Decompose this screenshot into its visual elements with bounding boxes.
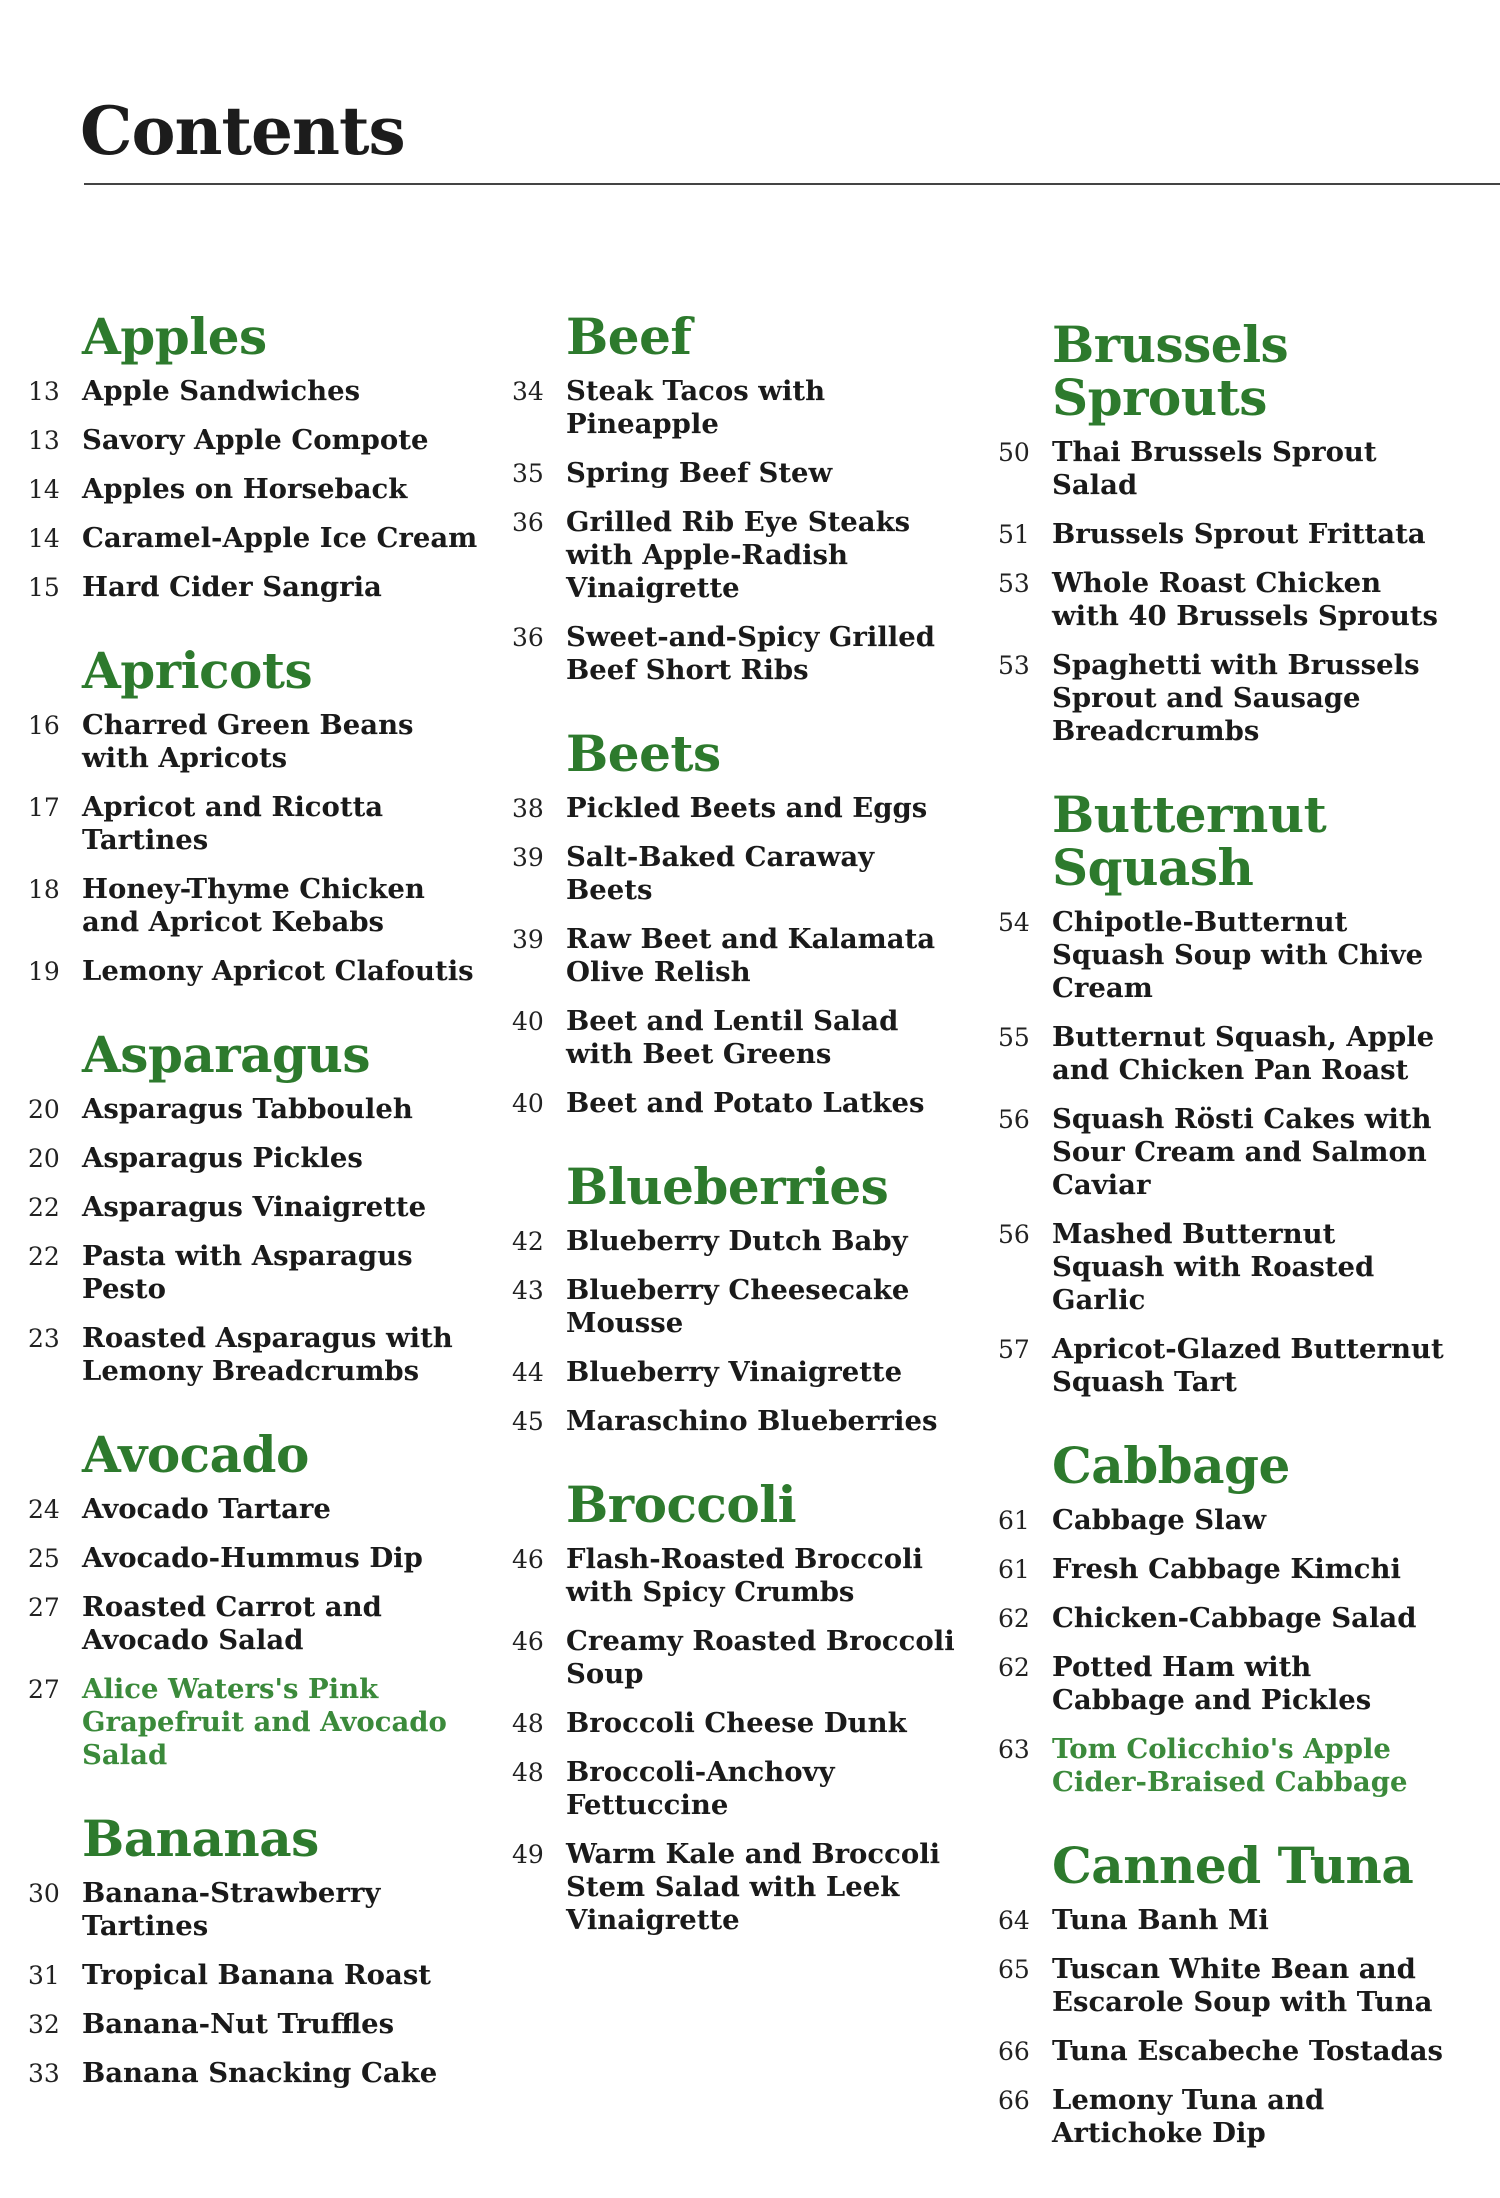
toc-entry[interactable] xyxy=(998,1021,1448,1087)
recipe-title: Lemony Tuna and Artichoke Dip xyxy=(1052,2084,1325,2149)
recipe-title: Raw Beet and Kalamata Olive Relish xyxy=(566,923,936,988)
toc-entry[interactable] xyxy=(28,473,478,506)
toc-entry[interactable] xyxy=(512,792,962,825)
section-heading: Blueberries xyxy=(566,1157,889,1216)
toc-entry[interactable] xyxy=(998,567,1448,633)
page-title: Contents xyxy=(80,92,405,170)
section-heading: Beets xyxy=(566,724,721,783)
toc-entry[interactable] xyxy=(512,923,962,989)
page-number: 45 xyxy=(512,1407,544,1436)
section-heading: Beef xyxy=(566,307,692,366)
toc-entry[interactable] xyxy=(512,1756,962,1822)
page-number: 34 xyxy=(512,377,544,406)
page-number: 62 xyxy=(998,1653,1030,1682)
page-number: 46 xyxy=(512,1545,544,1574)
recipe-title: Cabbage Slaw xyxy=(1052,1504,1267,1536)
page-number: 40 xyxy=(512,1007,544,1036)
toc-entry[interactable] xyxy=(998,1651,1448,1717)
recipe-title: Honey-Thyme Chicken and Apricot Kebabs xyxy=(82,873,425,938)
toc-entry[interactable] xyxy=(512,1405,962,1438)
page-number: 13 xyxy=(28,377,60,406)
toc-section xyxy=(998,315,1448,748)
recipe-title: Asparagus Vinaigrette xyxy=(82,1191,427,1223)
section-heading: Apricots xyxy=(82,641,313,700)
toc-entry[interactable] xyxy=(998,1733,1448,1799)
toc-entry[interactable] xyxy=(512,1087,962,1120)
page-number: 61 xyxy=(998,1506,1030,1535)
recipe-title: Pasta with Asparagus Pesto xyxy=(82,1240,413,1305)
page-number: 38 xyxy=(512,794,544,823)
page-number: 65 xyxy=(998,1955,1030,1984)
page-number: 48 xyxy=(512,1758,544,1787)
toc-entry[interactable] xyxy=(512,1274,962,1340)
recipe-title: Alice Waters's Pink Grapefruit and Avocado Salad xyxy=(82,1673,447,1771)
recipe-title: Banana Snacking Cake xyxy=(82,2057,438,2089)
recipe-title: Apricot-Glazed Butternut Squash Tart xyxy=(1052,1333,1444,1398)
recipe-title: Chicken-Cabbage Salad xyxy=(1052,1602,1417,1634)
page-number: 61 xyxy=(998,1555,1030,1584)
recipe-title: Banana-Nut Truffles xyxy=(82,2008,395,2040)
recipe-title: Roasted Asparagus with Lemony Breadcrumbs xyxy=(82,1322,453,1387)
recipe-title: Apple Sandwiches xyxy=(82,375,361,407)
page-number: 44 xyxy=(512,1358,544,1387)
toc-entry[interactable] xyxy=(28,1322,478,1388)
page-number: 13 xyxy=(28,426,60,455)
recipe-title: Asparagus Pickles xyxy=(82,1142,363,1174)
page-number: 39 xyxy=(512,843,544,872)
page-number: 14 xyxy=(28,475,60,504)
toc-entry[interactable] xyxy=(512,1543,962,1609)
toc-entry[interactable] xyxy=(28,522,478,555)
page-number: 22 xyxy=(28,1193,60,1222)
toc-entry[interactable] xyxy=(28,709,478,775)
page-number: 19 xyxy=(28,957,60,986)
recipe-title: Butternut Squash, Apple and Chicken Pan Roast xyxy=(1052,1021,1435,1086)
toc-entry[interactable] xyxy=(28,873,478,939)
recipe-title: Spring Beef Stew xyxy=(566,457,833,489)
toc-entry[interactable] xyxy=(28,1673,478,1772)
recipe-title: Blueberry Cheesecake Mousse xyxy=(566,1274,910,1339)
toc-entry[interactable] xyxy=(512,1838,962,1937)
toc-entry[interactable] xyxy=(998,906,1448,1005)
page-number: 20 xyxy=(28,1144,60,1173)
toc-section xyxy=(28,307,478,604)
recipe-title: Tom Colicchio's Apple Cider-Braised Cabbage xyxy=(1052,1733,1408,1798)
section-heading: Butternut Squash xyxy=(1052,785,1327,897)
recipe-title: Asparagus Tabbouleh xyxy=(82,1093,413,1125)
toc-section xyxy=(512,1475,962,1937)
page-number: 30 xyxy=(28,1879,60,1908)
toc-section xyxy=(28,1425,478,1772)
page-number: 64 xyxy=(998,1906,1030,1935)
recipe-title: Charred Green Beans with Apricots xyxy=(82,709,414,774)
page-number: 35 xyxy=(512,459,544,488)
recipe-title: Roasted Carrot and Avocado Salad xyxy=(82,1591,382,1656)
page-number: 24 xyxy=(28,1495,60,1524)
recipe-title: Sweet-and-Spicy Grilled Beef Short Ribs xyxy=(566,621,935,686)
recipe-title: Blueberry Vinaigrette xyxy=(566,1356,903,1388)
page-number: 27 xyxy=(28,1675,60,1704)
toc-entry[interactable] xyxy=(998,2035,1448,2068)
recipe-title: Steak Tacos with Pineapple xyxy=(566,375,826,440)
toc-entry[interactable] xyxy=(28,1959,478,1992)
toc-section xyxy=(512,724,962,1120)
toc-entry[interactable] xyxy=(998,1953,1448,2019)
recipe-title: Fresh Cabbage Kimchi xyxy=(1052,1553,1401,1585)
page-number: 56 xyxy=(998,1105,1030,1134)
toc-entry[interactable] xyxy=(512,1707,962,1740)
toc-entry[interactable] xyxy=(28,1591,478,1657)
recipe-title: Squash Rösti Cakes with Sour Cream and Salmon Caviar xyxy=(1052,1103,1432,1201)
toc-entry[interactable] xyxy=(28,1542,478,1575)
toc-entry[interactable] xyxy=(998,1218,1448,1317)
recipe-title: Banana-Strawberry Tartines xyxy=(82,1877,381,1942)
toc-entry[interactable] xyxy=(28,2008,478,2041)
recipe-title: Mashed Butternut Squash with Roasted Garlic xyxy=(1052,1218,1375,1316)
toc-entry[interactable] xyxy=(28,375,478,408)
toc-entry[interactable] xyxy=(512,1625,962,1691)
page-number: 27 xyxy=(28,1593,60,1622)
toc-column-1 xyxy=(28,307,478,2130)
page-number: 55 xyxy=(998,1023,1030,1052)
page-number: 53 xyxy=(998,651,1030,680)
toc-entry[interactable] xyxy=(28,1191,478,1224)
page-number: 50 xyxy=(998,438,1030,467)
page-number: 36 xyxy=(512,623,544,652)
page-number: 16 xyxy=(28,711,60,740)
recipe-title: Lemony Apricot Clafoutis xyxy=(82,955,474,987)
page-number: 40 xyxy=(512,1089,544,1118)
page-number: 53 xyxy=(998,569,1030,598)
recipe-title: Pickled Beets and Eggs xyxy=(566,792,928,824)
recipe-title: Tuna Escabeche Tostadas xyxy=(1052,2035,1444,2067)
recipe-title: Avocado Tartare xyxy=(82,1493,331,1525)
toc-section xyxy=(998,1436,1448,1799)
toc-entry[interactable] xyxy=(512,841,962,907)
page-number: 62 xyxy=(998,1604,1030,1633)
page-number: 20 xyxy=(28,1095,60,1124)
recipe-title: Chipotle-Butternut Squash Soup with Chive Cream xyxy=(1052,906,1424,1004)
toc-entry[interactable] xyxy=(998,1504,1448,1537)
page-number: 54 xyxy=(998,908,1030,937)
toc-section xyxy=(512,307,962,687)
page-number: 43 xyxy=(512,1276,544,1305)
toc-entry[interactable] xyxy=(998,1333,1448,1399)
page-number: 32 xyxy=(28,2010,60,2039)
page-number: 48 xyxy=(512,1709,544,1738)
toc-entry[interactable] xyxy=(998,436,1448,502)
recipe-title: Tuscan White Bean and Escarole Soup with Tuna xyxy=(1052,1953,1433,2018)
recipe-title: Tuna Banh Mi xyxy=(1052,1904,1269,1936)
toc-column-2 xyxy=(512,307,962,1977)
recipe-title: Tropical Banana Roast xyxy=(82,1959,432,1991)
toc-entry[interactable] xyxy=(28,424,478,457)
section-heading: Bananas xyxy=(82,1809,319,1868)
page-number: 66 xyxy=(998,2037,1030,2066)
toc-entry[interactable] xyxy=(28,2057,478,2090)
toc-section xyxy=(998,1836,1448,2150)
toc-entry[interactable] xyxy=(28,571,478,604)
page-number: 25 xyxy=(28,1544,60,1573)
recipe-title: Apricot and Ricotta Tartines xyxy=(82,791,384,856)
page-number: 49 xyxy=(512,1840,544,1869)
toc-section xyxy=(998,785,1448,1399)
recipe-title: Whole Roast Chicken with 40 Brussels Sprouts xyxy=(1052,567,1439,632)
recipe-title: Spaghetti with Brussels Sprout and Sausage Breadcrumbs xyxy=(1052,649,1420,747)
page-number: 31 xyxy=(28,1961,60,1990)
toc-entry[interactable] xyxy=(512,457,962,490)
toc-entry[interactable] xyxy=(998,1553,1448,1586)
section-heading: Brussels Sprouts xyxy=(1052,315,1289,427)
toc-section xyxy=(28,641,478,988)
page-number: 14 xyxy=(28,524,60,553)
page-number: 17 xyxy=(28,793,60,822)
recipe-title: Grilled Rib Eye Steaks with Apple-Radish Vinaigrette xyxy=(566,506,911,604)
toc-entry[interactable] xyxy=(998,2084,1448,2150)
page-number: 63 xyxy=(998,1735,1030,1764)
toc-entry[interactable] xyxy=(998,649,1448,748)
recipe-title: Beet and Lentil Salad with Beet Greens xyxy=(566,1005,899,1070)
toc-entry[interactable] xyxy=(998,1904,1448,1937)
page-number: 39 xyxy=(512,925,544,954)
toc-entry[interactable] xyxy=(28,791,478,857)
section-heading: Canned Tuna xyxy=(1052,1836,1414,1895)
recipe-title: Blueberry Dutch Baby xyxy=(566,1225,908,1257)
recipe-title: Warm Kale and Broccoli Stem Salad with Leek Vinaigrette xyxy=(566,1838,941,1936)
page-number: 22 xyxy=(28,1242,60,1271)
toc-entry[interactable] xyxy=(998,1602,1448,1635)
recipe-title: Salt-Baked Caraway Beets xyxy=(566,841,875,906)
page-number: 57 xyxy=(998,1335,1030,1364)
toc-entry[interactable] xyxy=(512,375,962,441)
toc-entry[interactable] xyxy=(512,621,962,687)
page-number: 56 xyxy=(998,1220,1030,1249)
toc-entry[interactable] xyxy=(28,955,478,988)
recipe-title: Savory Apple Compote xyxy=(82,424,429,456)
recipe-title: Thai Brussels Sprout Salad xyxy=(1052,436,1377,501)
toc-section xyxy=(28,1025,478,1388)
recipe-title: Maraschino Blueberries xyxy=(566,1405,938,1437)
section-heading: Broccoli xyxy=(566,1475,797,1534)
toc-section xyxy=(28,1809,478,2090)
toc-entry[interactable] xyxy=(512,1356,962,1389)
toc-entry[interactable] xyxy=(28,1240,478,1306)
page-number: 15 xyxy=(28,573,60,602)
toc-entry[interactable] xyxy=(512,1225,962,1258)
section-heading: Asparagus xyxy=(82,1025,371,1084)
toc-entry[interactable] xyxy=(998,518,1448,551)
toc-column-3 xyxy=(998,315,1448,2190)
section-heading: Cabbage xyxy=(1052,1436,1290,1495)
recipe-title: Potted Ham with Cabbage and Pickles xyxy=(1052,1651,1372,1716)
section-heading: Apples xyxy=(82,307,267,366)
toc-entry[interactable] xyxy=(28,1877,478,1943)
recipe-title: Hard Cider Sangria xyxy=(82,571,382,603)
recipe-title: Avocado-Hummus Dip xyxy=(82,1542,423,1574)
toc-entry[interactable] xyxy=(28,1493,478,1526)
recipe-title: Beet and Potato Latkes xyxy=(566,1087,925,1119)
recipe-title: Brussels Sprout Frittata xyxy=(1052,518,1426,550)
recipe-title: Broccoli-Anchovy Fettuccine xyxy=(566,1756,835,1821)
toc-section xyxy=(512,1157,962,1438)
toc-entry[interactable] xyxy=(28,1142,478,1175)
toc-entry[interactable] xyxy=(512,1005,962,1071)
recipe-title: Creamy Roasted Broccoli Soup xyxy=(566,1625,955,1690)
page-number: 46 xyxy=(512,1627,544,1656)
page-number: 23 xyxy=(28,1324,60,1353)
page-number: 33 xyxy=(28,2059,60,2088)
section-heading: Avocado xyxy=(82,1425,309,1484)
page-number: 66 xyxy=(998,2086,1030,2115)
page-number: 36 xyxy=(512,508,544,537)
title-divider xyxy=(84,183,1500,185)
recipe-title: Flash-Roasted Broccoli with Spicy Crumbs xyxy=(566,1543,923,1608)
recipe-title: Caramel-Apple Ice Cream xyxy=(82,522,478,554)
page-number: 42 xyxy=(512,1227,544,1256)
recipe-title: Apples on Horseback xyxy=(82,473,408,505)
toc-entry[interactable] xyxy=(512,506,962,605)
page-number: 18 xyxy=(28,875,60,904)
toc-entry[interactable] xyxy=(28,1093,478,1126)
toc-entry[interactable] xyxy=(998,1103,1448,1202)
recipe-title: Broccoli Cheese Dunk xyxy=(566,1707,907,1739)
page-number: 51 xyxy=(998,520,1030,549)
